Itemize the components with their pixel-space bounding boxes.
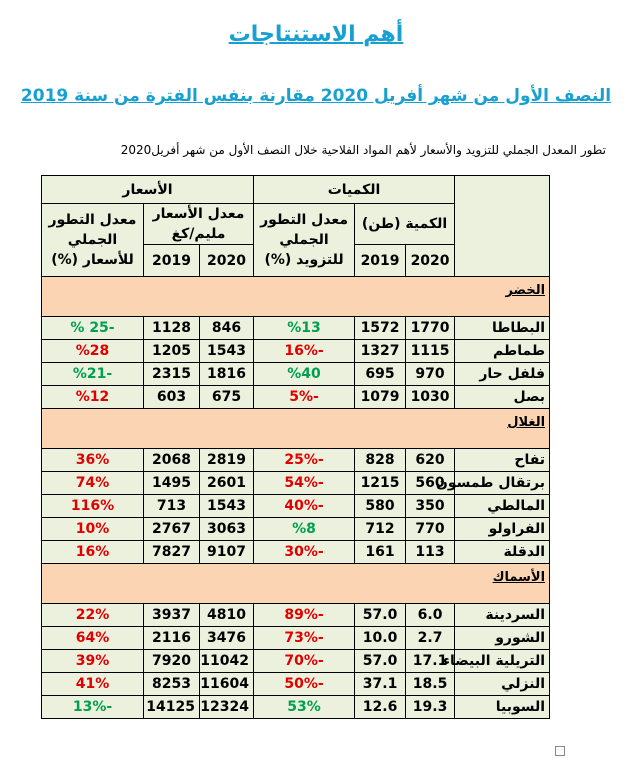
quantity-2019: 580 — [355, 495, 406, 518]
price-2019: 1128 — [144, 317, 200, 340]
quantity-2020: 18.5 — [406, 673, 455, 696]
page-title: أهم الاستنتاجات — [228, 22, 404, 47]
header-price-change: معدل التطور الجملي للأسعار (%) — [42, 204, 144, 277]
table-row — [42, 386, 550, 409]
quantity-2020: 17.1 — [406, 650, 455, 673]
price-2020: 675 — [200, 386, 254, 409]
supply-change: -89% — [254, 604, 355, 627]
product-name: البطاطا — [455, 317, 550, 340]
price-change: 116% — [42, 495, 144, 518]
quantity-2020: 1115 — [406, 340, 455, 363]
price-2020: 2819 — [200, 449, 254, 472]
header-prices: الأسعار — [42, 176, 254, 204]
supply-change: -30% — [254, 541, 355, 564]
product-name: تفاح — [455, 449, 550, 472]
category-label: الأسماك — [42, 564, 550, 604]
price-2020: 1816 — [200, 363, 254, 386]
supply-change: 53% — [254, 696, 355, 719]
price-change: 10% — [42, 518, 144, 541]
supply-change: -73% — [254, 627, 355, 650]
header-q-2020: 2020 — [406, 245, 455, 277]
table-row — [42, 472, 550, 495]
header-p-2020: 2020 — [200, 245, 254, 277]
table-row — [42, 363, 550, 386]
table-row — [42, 696, 550, 719]
quantity-2020: 620 — [406, 449, 455, 472]
price-change: %28 — [42, 340, 144, 363]
header-quantities: الكميات — [254, 176, 455, 204]
quantity-2019: 1215 — [355, 472, 406, 495]
product-name: بصل — [455, 386, 550, 409]
price-2019: 7920 — [144, 650, 200, 673]
product-name: السردينة — [455, 604, 550, 627]
price-2019: 2068 — [144, 449, 200, 472]
product-name: الشورو — [455, 627, 550, 650]
table-caption: تطور المعدل الجملي للتزويد والأسعار لأهم المواد الفلاحية خلال النصف الأول من شهر أفريل2020 — [120, 143, 606, 157]
price-change: 22% — [42, 604, 144, 627]
price-2019: 713 — [144, 495, 200, 518]
quantity-2020: 1030 — [406, 386, 455, 409]
table-row — [42, 495, 550, 518]
supply-change: -25% — [254, 449, 355, 472]
price-2019: 3937 — [144, 604, 200, 627]
quantity-2020: 350 — [406, 495, 455, 518]
resize-handle[interactable] — [555, 746, 565, 756]
product-name: المالطي — [455, 495, 550, 518]
quantity-2019: 37.1 — [355, 673, 406, 696]
price-2020: 1543 — [200, 495, 254, 518]
price-change: -%21 — [42, 363, 144, 386]
price-change: 36% — [42, 449, 144, 472]
header-p-2019: 2019 — [144, 245, 200, 277]
quantity-2020: 1770 — [406, 317, 455, 340]
header-avg-price — [144, 204, 254, 245]
header-quantity: الكمية (طن) — [355, 204, 455, 245]
price-change: 74% — [42, 472, 144, 495]
price-2019: 1205 — [144, 340, 200, 363]
data-table — [41, 175, 550, 719]
table-row — [42, 604, 550, 627]
quantity-2020: 770 — [406, 518, 455, 541]
price-2020: 11604 — [200, 673, 254, 696]
price-2019: 14125 — [144, 696, 200, 719]
price-change: 39% — [42, 650, 144, 673]
supply-change: -40% — [254, 495, 355, 518]
price-change: 16% — [42, 541, 144, 564]
product-name: السوبيا — [455, 696, 550, 719]
price-2020: 11042 — [200, 650, 254, 673]
supply-change: %8 — [254, 518, 355, 541]
table-row — [42, 518, 550, 541]
price-2019: 2116 — [144, 627, 200, 650]
supply-change: -16% — [254, 340, 355, 363]
supply-change: -70% — [254, 650, 355, 673]
table-row — [42, 673, 550, 696]
category-row — [42, 564, 550, 604]
supply-change: -5% — [254, 386, 355, 409]
supply-change: %13 — [254, 317, 355, 340]
price-2019: 1495 — [144, 472, 200, 495]
quantity-2020: 560 — [406, 472, 455, 495]
supply-change: %40 — [254, 363, 355, 386]
quantity-2019: 57.0 — [355, 604, 406, 627]
product-name: فلفل حار — [455, 363, 550, 386]
header-supply-change: معدل التطور الجملي للتزويد (%) — [254, 204, 355, 277]
quantity-2020: 19.3 — [406, 696, 455, 719]
header-avg-price-label: معدل الأسعار — [152, 206, 245, 222]
price-2020: 9107 — [200, 541, 254, 564]
price-2020: 846 — [200, 317, 254, 340]
quantity-2019: 10.0 — [355, 627, 406, 650]
quantity-2019: 1327 — [355, 340, 406, 363]
category-label: الخضر — [42, 277, 550, 317]
table-row — [42, 449, 550, 472]
product-name: الفراولو — [455, 518, 550, 541]
price-2020: 4810 — [200, 604, 254, 627]
table-row — [42, 541, 550, 564]
price-2020: 12324 — [200, 696, 254, 719]
empty-corner — [455, 176, 550, 277]
supply-change: -54% — [254, 472, 355, 495]
quantity-2019: 1572 — [355, 317, 406, 340]
header-price-unit: مليم/كغ — [171, 226, 226, 242]
table-row — [42, 650, 550, 673]
price-2020: 2601 — [200, 472, 254, 495]
header-q-2019: 2019 — [355, 245, 406, 277]
quantity-2020: 2.7 — [406, 627, 455, 650]
quantity-2020: 113 — [406, 541, 455, 564]
quantity-2020: 970 — [406, 363, 455, 386]
quantity-2019: 12.6 — [355, 696, 406, 719]
product-name: طماطم — [455, 340, 550, 363]
product-name: الدقلة — [455, 541, 550, 564]
price-2020: 3476 — [200, 627, 254, 650]
price-2019: 8253 — [144, 673, 200, 696]
quantity-2019: 161 — [355, 541, 406, 564]
page-subtitle: النصف الأول من شهر أفريل 2020 مقارنة بنفس الفترة من سنة 2019 — [20, 86, 612, 106]
quantity-2019: 1079 — [355, 386, 406, 409]
table-row — [42, 317, 550, 340]
quantity-2019: 57.0 — [355, 650, 406, 673]
quantity-2019: 828 — [355, 449, 406, 472]
supply-change: -50% — [254, 673, 355, 696]
quantity-2020: 6.0 — [406, 604, 455, 627]
product-name: برتقال طمسون — [455, 472, 550, 495]
price-2020: 3063 — [200, 518, 254, 541]
price-change: 41% — [42, 673, 144, 696]
product-name: النزلي — [455, 673, 550, 696]
price-2019: 2767 — [144, 518, 200, 541]
price-2019: 603 — [144, 386, 200, 409]
price-change: 64% — [42, 627, 144, 650]
table-row — [42, 627, 550, 650]
price-2020: 1543 — [200, 340, 254, 363]
price-change: -25 % — [42, 317, 144, 340]
price-2019: 2315 — [144, 363, 200, 386]
category-row — [42, 409, 550, 449]
price-2019: 7827 — [144, 541, 200, 564]
quantity-2019: 695 — [355, 363, 406, 386]
price-change: %12 — [42, 386, 144, 409]
category-label: الغلال — [42, 409, 550, 449]
table-row — [42, 340, 550, 363]
product-name: التريلية البيضاء — [455, 650, 550, 673]
price-change: -13% — [42, 696, 144, 719]
category-row — [42, 277, 550, 317]
quantity-2019: 712 — [355, 518, 406, 541]
